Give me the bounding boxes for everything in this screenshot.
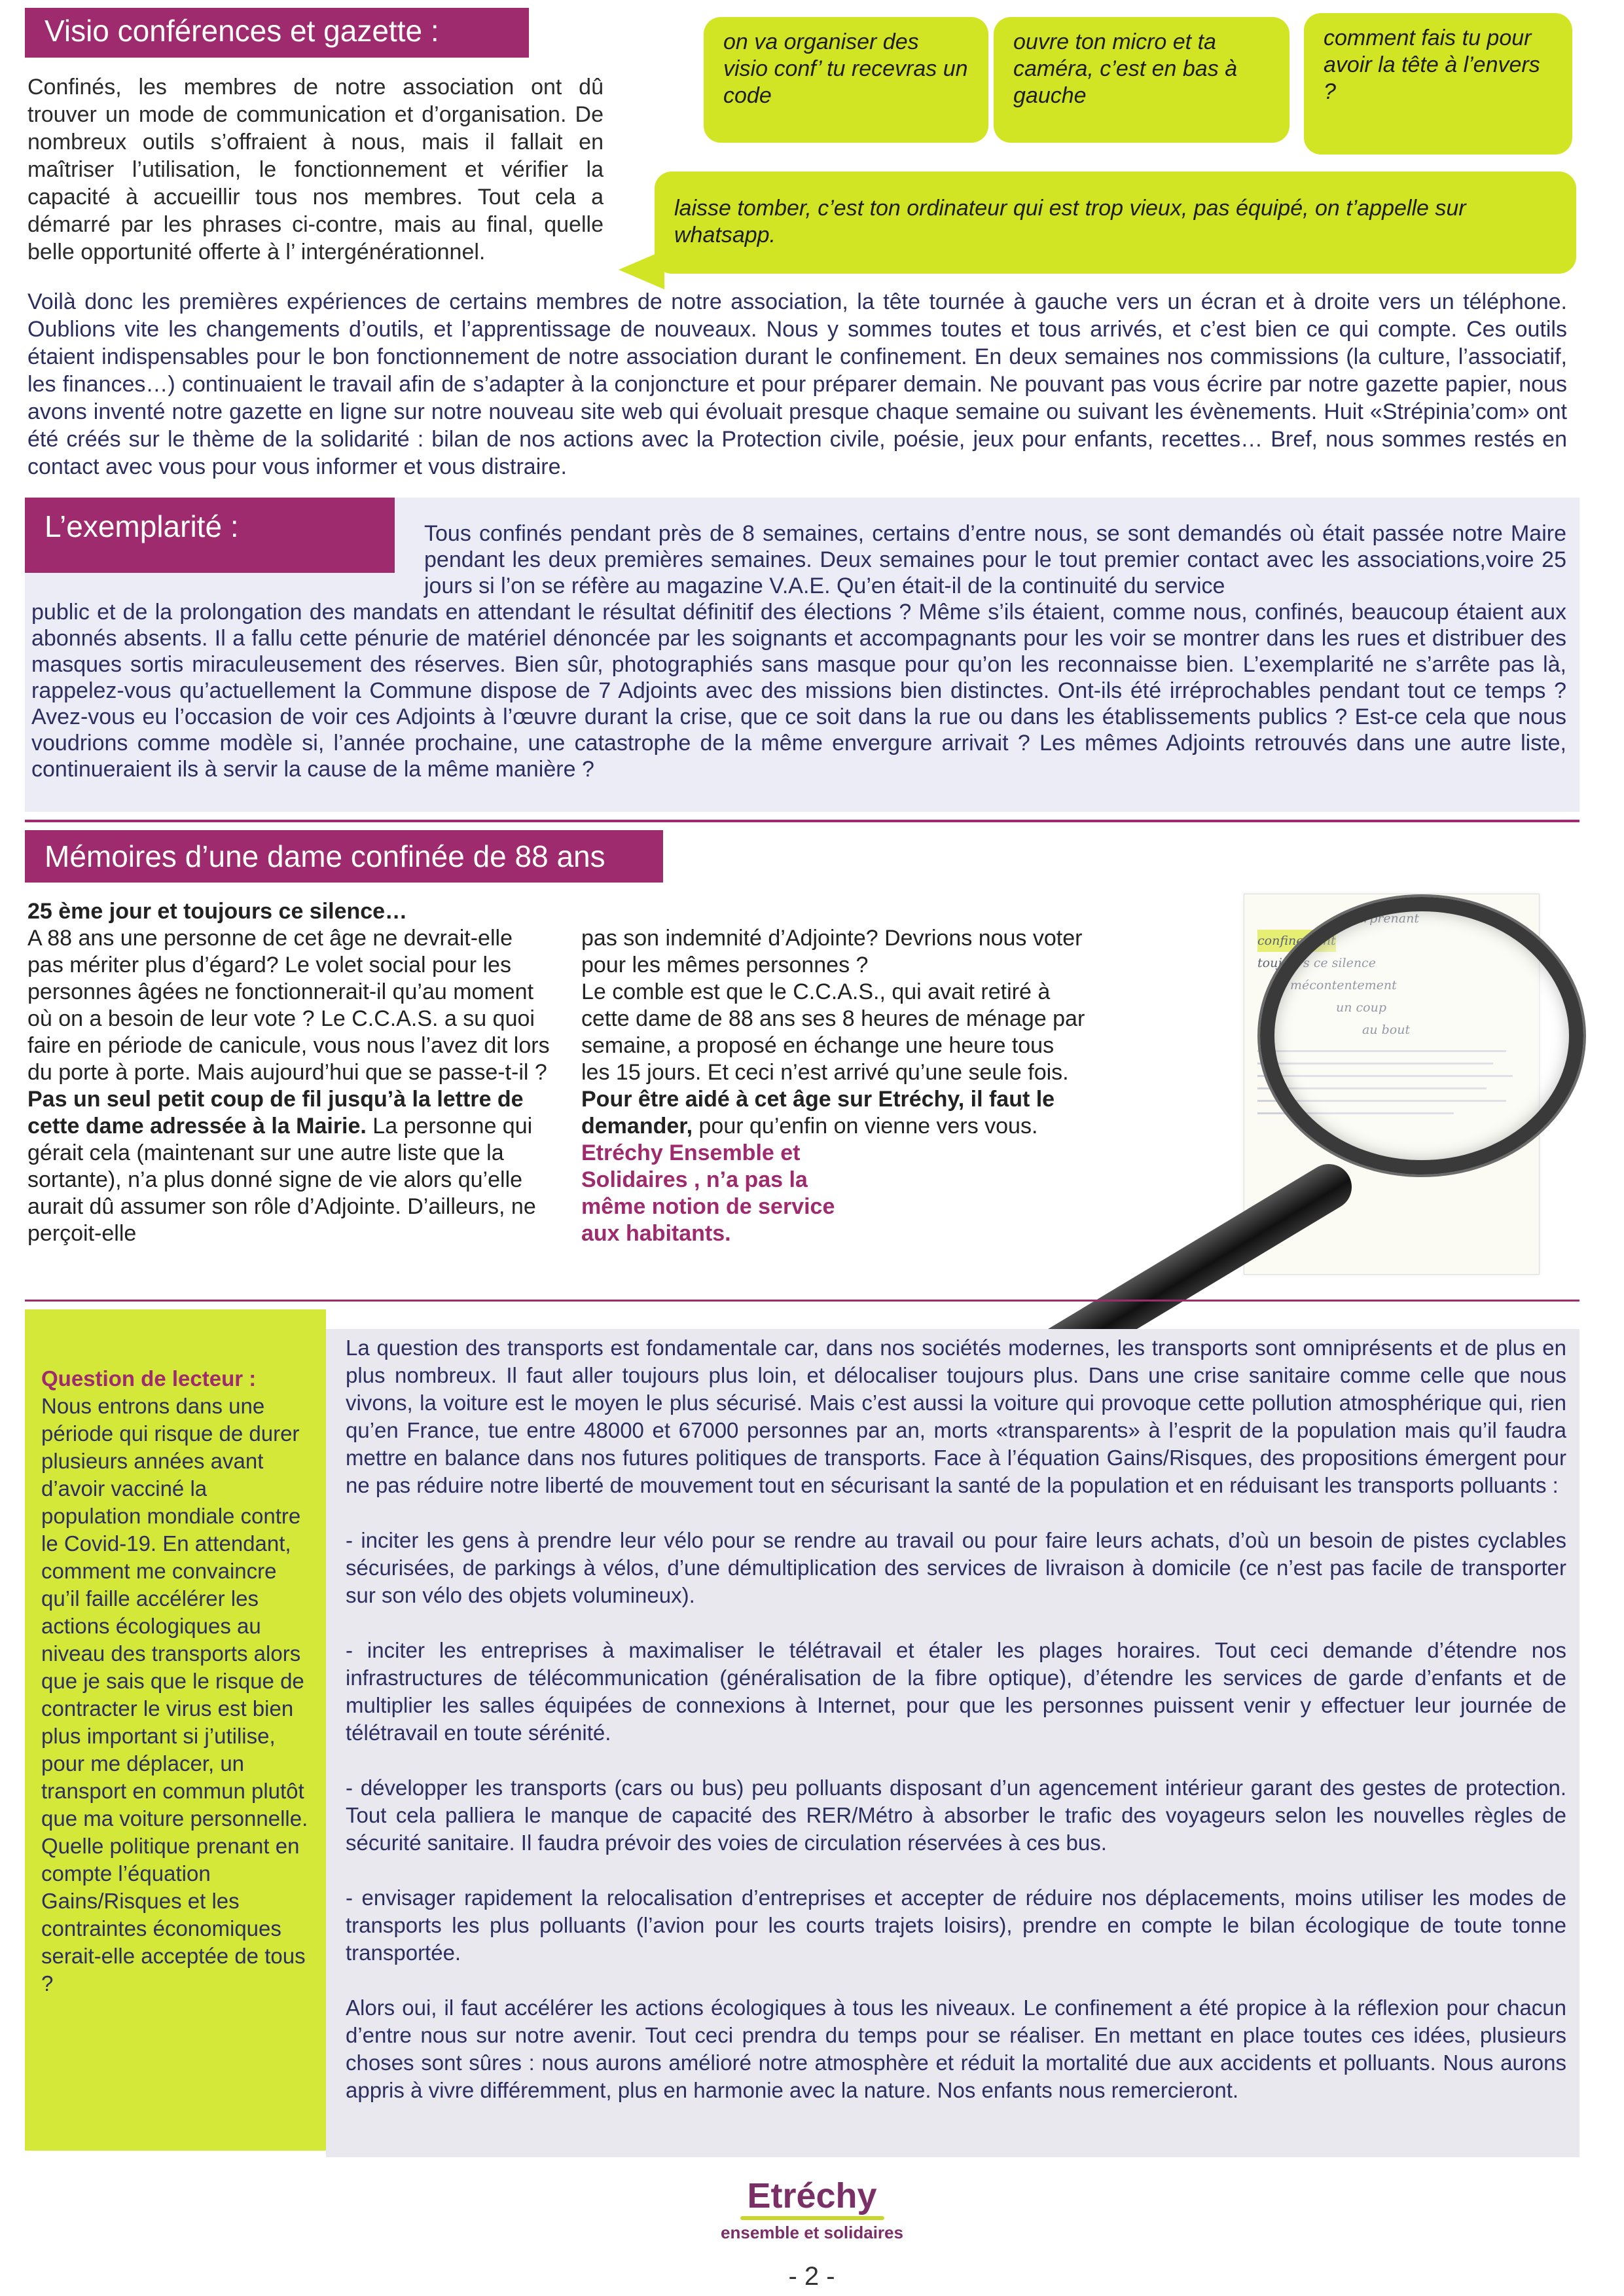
visio-intro-text: Confinés, les membres de notre association ont dû trouver un mode de communication et d’organisation. De nombreux outils s’offraient à nous, mais il fallait en maîtriser l’utilisation, le fonctionnement et vérifier la capacité à accueillir tous nos membres. Tout cela a démarré par les phrases ci-contre, mais au final, quelle belle opportunité offerte à l’ intergénérationnel.	[27, 75, 604, 264]
exemplarite-lead: Tous confinés pendant près de 8 semaines, certains d’entre nous, se sont demandés où était passée notre Maire pendant les deux premières semaines. Deux semaines pour le tout premier contact avec les associations,voire 25 jours si l’on se réfère au magazine V.A.E. Qu’en était-il de la continuité du service	[424, 521, 1566, 598]
page-number: - 2 -	[788, 2262, 835, 2291]
rule-top-memoires	[25, 820, 1579, 822]
memoires-col1	[27, 898, 551, 1247]
memoires-col2-bold: Pour être aidé à cet âge sur Etréchy, il faut le demander,	[581, 1087, 1055, 1139]
chat-bubble-2	[994, 17, 1290, 143]
letter-word-4: mécontentement	[1290, 978, 1397, 993]
chat-bubble-3-text: comment fais tu pour avoir la tête à l’envers ?	[1324, 26, 1540, 104]
exemplarite-body: public et de la prolongation des mandats en attendant le résultat définitif des élections ? Même s’ils étaient, comme nous, confinés, beaucoup étaient aux abonnés absents. Il a fallu cette pénurie de matériel dénoncée par les soignants et accompagnants pour les voir se montrer dans les rues et distribuer des masques sortis miraculeusement des réserves. Bien sûr, photographiés sans masque pour qu’on les reconnaisse bien. L’exemplarité ne s’arrête pas là, rappelez-vous qu’actuellement la Commune dispose de 7 Adjoints avec des missions bien distinctes. Ont-ils été irréprochables pendant tout ce temps ? Avez-vous eu l’occasion de voir ces Adjoints à l’œuvre durant la crise, que ce soit dans la rue ou dans les établissements publics ? Est-ce cela que nous voudrions comme modèle si, l’année prochaine, une catastrophe de la même envergure arrivait ? Les mêmes Adjoints retrouvés dans une autre liste, continueraient ils à servir la cause de la même manière ?	[31, 600, 1566, 782]
answer-bullet-3: - développer les transports (cars ou bus) peu polluants disposant d’un agencement intérieur garant des gestes de protection. Tout cela palliera le manque de capacité des RER/Métro à absorber le trafic des voyageurs selon les nouvelles règles de sécurité sanitaire. Il faudra prévoir des voies de circulation réservées à ces bus.	[346, 1776, 1566, 1855]
magnifier-illustration	[851, 877, 1584, 1283]
chat-bubble-tail	[619, 250, 664, 289]
chat-bubble-1-text: on va organiser des visio conf’ tu recevras un code	[723, 29, 968, 108]
letter-word-2: confinement	[1257, 930, 1336, 952]
rule-bottom-memoires	[25, 1300, 1579, 1302]
answer-intro: La question des transports est fondamentale car, dans nos sociétés modernes, les transports sont omniprésents et de plus en plus nombreux. Il faut aller toujours plus loin, et délocaliser toujours plus. Dans une crise sanitaire comme celle que nous vivons, la voiture est le moyen le plus sécurisé. Mais c’est aussi la voiture qui provoque cette pollution atmosphérique qui, rien qu’en France, tue entre 48000 et 67000 personnes par an, morts «transparents» à l’esprit de la population mais qu’il faudra mettre en balance dans nos futures politiques de transports. Face à l’équation Gains/Risques, des propositions émergent pour ne pas réduire notre liberté de mouvement tout en sécurisant la santé de la population et en réduisant les transports polluants :	[346, 1336, 1566, 1497]
memoires-col1-title: 25 ème jour et toujours ce silence…	[27, 899, 408, 924]
section-header-memoires: Mémoires d’une dame confinée de 88 ans	[25, 830, 663, 883]
footer-logo	[655, 2177, 969, 2243]
magnifier-lens	[1260, 897, 1583, 1175]
footer-logo-swoosh	[740, 2216, 884, 2220]
memoires-col2-conclusion: Etréchy Ensemble et Solidaires , n’a pas la même notion de service aux habitants.	[581, 1140, 835, 1246]
chat-bubble-4	[655, 172, 1576, 274]
chat-bubble-3	[1304, 13, 1572, 155]
letter-word-6: au bout	[1362, 1023, 1411, 1037]
chat-bubble-1	[704, 17, 988, 143]
section-header-exemplarite: L’exemplarité :	[25, 498, 395, 573]
memoires-col1-bold: Pas un seul petit coup de fil jusqu’à la lettre de cette dame adressée à la Mairie.	[27, 1087, 524, 1139]
footer-logo-title: Etréchy	[747, 2176, 877, 2215]
section-header-visio: Visio conférences et gazette :	[25, 8, 529, 58]
footer-logo-subtitle: ensemble et solidaires	[721, 2223, 903, 2242]
answer-bullet-4: - envisager rapidement la relocalisation d’entreprises et accepter de réduire nos déplacements, moins utiliser les modes de transports les plus polluants (l’avion pour les courts trajets loisirs), prendre en compte le bilan écologique de toute tonne transportée.	[346, 1886, 1566, 1965]
answer-bullet-1: - inciter les gens à prendre leur vélo pour se rendre au travail ou pour faire leurs achats, d’où un besoin de pistes cyclables sécurisées, de parkings à vélos, d’une démultiplication des services de livraison à domicile (ce n’est pas facile de transporter sur son vélo des objets volumineux).	[346, 1528, 1566, 1607]
answer-block	[346, 1334, 1566, 2104]
chat-bubble-2-text: ouvre ton micro et ta caméra, c’est en bas à gauche	[1013, 29, 1238, 108]
visio-paragraph: Voilà donc les premières expériences de certains membres de notre association, la tête tournée à gauche vers un écran et à droite vers un téléphone. Oublions vite les changements d’outils, et l’apprentissage de nouveaux. Nous y sommes toutes et tous arrivés, et c’est bien ce qui compte. Ces outils étaient indispensables pour le bon fonctionnement de notre association durant le confinement. En deux semaines nos commissions (la culture, l’associatif, les finances…) continuaient le travail afin de s’adapter à la conjoncture et pour préparer demain. Ne pouvant pas vous écrire par notre gazette papier, nous avons inventé notre gazette en ligne sur notre nouveau site web qui évoluait presque chaque semaine ou suivant les évènements. Huit «Strépinia’com» ont été créés sur le thème de la solidarité : bilan de nos actions avec la Protection civile, poésie, jeux pour enfants, recettes… Bref, nous sommes restés en contact avec vous pour vous informer et vous distraire.	[27, 289, 1567, 479]
memoires-col1-text-b: La personne qui gérait cela (maintenant sur une autre liste que la sortante), n’a plus donné signe de vie alors qu’elle aurait dû assumer son rôle d’Adjointe. D’ailleurs, ne perçoit-elle	[27, 1114, 536, 1246]
answer-bullet-2: - inciter les entreprises à maximaliser le télétravail et étaler les plages horaires. Tout ceci demande d’étendre nos infrastructures de télécommunication (généralisation de la fibre optique), d’étendre les services de garde d’enfants et de multiplier les salles équipées de connexions à Internet, pour que les personnes puissent venir y effectuer leur journée de télétravail en toute sérénité.	[346, 1638, 1566, 1745]
question-block	[41, 1365, 310, 1997]
question-title: Question de lecteur :	[41, 1366, 257, 1391]
memoires-col2-text-a: pas son indemnité d’Adjointe? Devrions nous voter pour les mêmes personnes ? Le comble est que le C.C.A.S., qui avait retiré à cette dame de 88 ans ses 8 heures de ménage par semaine, a proposé en échange une heure tous les 15 jours. Et ceci n’est arrivé qu’une seule fois.	[581, 926, 1085, 1085]
memoires-col1-text-a: A 88 ans une personne de cet âge ne devrait-elle pas mériter plus d’égard? Le volet social pour les personnes âgées ne fonctionnerait-il qu’au moment où on a besoin de leur vote ? Le C.C.A.S. a su quoi faire en période de canicule, vous nous l’avez dit lors du porte à porte. Mais aujourd’hui que se passe-t-il ?	[27, 926, 550, 1085]
answer-conclusion: Alors oui, il faut accélérer les actions écologiques à tous les niveaux. Le confinement a été propice à la réflexion pour chacun d’entre nous sur notre avenir. Tout ceci prendra du temps pour se réaliser. En mettant en place toutes ces idées, plusieurs choses sont sûres : nous aurons amélioré notre atmosphère et réduit la mortalité due aux accidents et polluants. Nous aurons appris à vivre différemment, plus en harmonie avec la nature. Nos enfants nous remercieront.	[346, 1995, 1566, 2102]
letter-word-5: un coup	[1336, 1000, 1386, 1015]
question-text: Nous entrons dans une période qui risque de durer plusieurs années avant d’avoir vacciné la population mondiale contre le Covid-19. En attendant, comment me convaincre qu’il faille accélérer les actions écologiques au niveau des transports alors que je sais que le risque de contracter le virus est bien plus important si j’utilise, pour me déplacer, un transport en commun plutôt que ma voiture personnelle. Quelle politique prenant en compte l’équation Gains/Risques et les contraintes économiques serait-elle acceptée de tous ?	[41, 1394, 308, 1995]
chat-bubble-4-text: laisse tomber, c’est ton ordinateur qui est trop vieux, pas équipé, on t’appelle sur whatsapp.	[674, 196, 1466, 247]
memoires-col2-text-b: pour qu’enfin on vienne vers vous.	[693, 1114, 1038, 1139]
letter-word-3: toujours ce silence	[1257, 956, 1376, 970]
letter-word-1: surprenant	[1349, 911, 1419, 926]
